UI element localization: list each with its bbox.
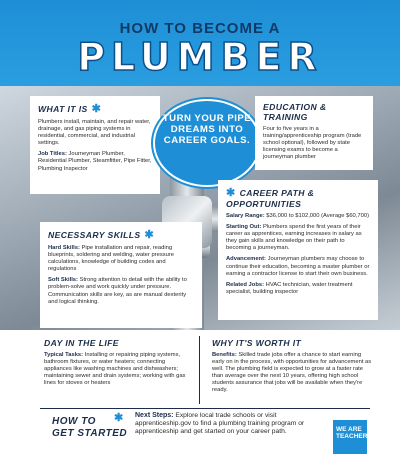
what-it-is-title — [38, 102, 152, 115]
divider-horizontal — [40, 408, 370, 409]
what-it-is-body: Plumbers install, maintain, and repair water, drainage, and gas piping systems in residential, commercial, and industrial settings. — [38, 119, 151, 147]
skills-title-text: NECESSARY SKILLS — [48, 230, 141, 240]
salary-value: $36,000 to $102,000 (Average $60,700) — [264, 213, 369, 219]
header-title: PLUMBER — [77, 35, 323, 79]
hard-skills — [48, 245, 194, 273]
soft-skills — [48, 277, 194, 305]
related-value: HVAC technician, water treatment specialist, building inspector — [226, 281, 353, 295]
job-titles-label: Job Titles: — [38, 151, 67, 158]
tasks-value: Installing or repairing piping systems, bathroom fixtures, or water heaters; connecting appliances like washing machines and dishwashers; maintaining sewer and drain systems; working with gas lines for stoves or heaters — [44, 352, 186, 387]
career-title — [226, 186, 370, 209]
education-title-text: EDUCATION & TRAINING — [263, 102, 327, 122]
advancement-value: Journeyman plumbers may choose to continue their education, becoming a master plumber or earning a contractor license to start their own business. — [226, 256, 370, 277]
hard-skills-value: Pipe installation and repair, reading blueprints, soldering and welding, water pressure calculations, knowledge of building codes and regulations — [48, 245, 174, 273]
education-title — [263, 102, 365, 122]
divider-vertical — [199, 336, 200, 404]
job-titles-value: Journeyman Plumber, Residential Plumber, Steamfitter, Pipe Fitter, Plumbing Inspector — [38, 151, 152, 172]
next-steps-label: Next Steps: — [135, 412, 174, 419]
tasks-label: Typical Tasks: — [44, 352, 84, 358]
what-it-is-title-text: WHAT IT IS — [38, 104, 88, 114]
soft-skills-label: Soft Skills: — [48, 277, 78, 284]
how-to-line2: GET STARTED — [52, 428, 128, 439]
career-box — [218, 180, 378, 320]
hard-skills-label: Hard Skills: — [48, 245, 80, 251]
benefits-value: Skilled trade jobs offer a chance to start earning early on in the process, with opportunities for advancement as well. The plumbing field is expected to grow at a faster rate than average over the next 10 years, offering high school students assurance that jobs will be available when they're ready. — [212, 352, 372, 394]
we-are-teachers-logo — [333, 420, 372, 454]
star-icon: ✱ — [91, 103, 102, 115]
soft-skills-value: Strong attention to detail with the ability to problem-solve and work quickly under pressure. Communication skills are key, as are manual dexterity and logical thinking. — [48, 277, 187, 305]
how-to-line1: HOW TO — [52, 416, 96, 427]
next-steps-value: Explore local trade schools or visit apprenticeship.gov to find a plumbing training program or apprenticeship and get started on your career path. — [135, 412, 305, 436]
related-jobs — [226, 282, 370, 296]
day-in-life-title: DAY IN THE LIFE — [44, 338, 119, 348]
related-label: Related Jobs: — [226, 281, 265, 288]
what-it-is-box — [30, 96, 160, 194]
star-icon: ✱ — [226, 187, 236, 199]
slogan-text: TURN YOUR PIPE DREAMS INTO CAREER GOALS. — [162, 113, 252, 146]
skills-box — [40, 222, 202, 328]
next-steps — [135, 412, 325, 437]
how-to-heading — [52, 412, 134, 440]
starting-out — [226, 224, 370, 252]
skills-title — [48, 228, 194, 241]
education-box — [255, 96, 373, 170]
star-icon: ✱ — [114, 412, 124, 424]
logo-line2: TEACHERS — [336, 433, 372, 441]
job-titles — [38, 151, 152, 172]
star-icon: ✱ — [144, 229, 155, 241]
typical-tasks — [44, 352, 194, 387]
worth-it-title: WHY IT'S WORTH IT — [212, 338, 302, 348]
advancement-label: Advancement: — [226, 256, 266, 263]
salary-range — [226, 213, 370, 220]
header-subtitle: HOW TO BECOME A — [119, 20, 281, 37]
career-title-text: CAREER PATH & OPPORTUNITIES — [226, 188, 315, 209]
starting-label: Starting Out: — [226, 224, 262, 231]
starting-value: Plumbers spend the first years of their career as apprentices, earning increases in salary as they gain skills and knowledge on their path to becoming a journeyman. — [226, 224, 362, 252]
salary-label: Salary Range: — [226, 213, 265, 219]
day-in-life-box — [40, 336, 198, 406]
slogan-circle — [153, 99, 261, 187]
benefits-label: Benefits: — [212, 352, 237, 358]
advancement — [226, 256, 370, 277]
worth-it-box — [208, 336, 376, 408]
logo-line1: WE ARE — [336, 426, 362, 433]
benefits — [212, 352, 372, 395]
education-body: Four to five years in a training/apprenticeship program (trade school optional), followed by state licensing exams to become a journeyman plumber — [263, 126, 362, 161]
